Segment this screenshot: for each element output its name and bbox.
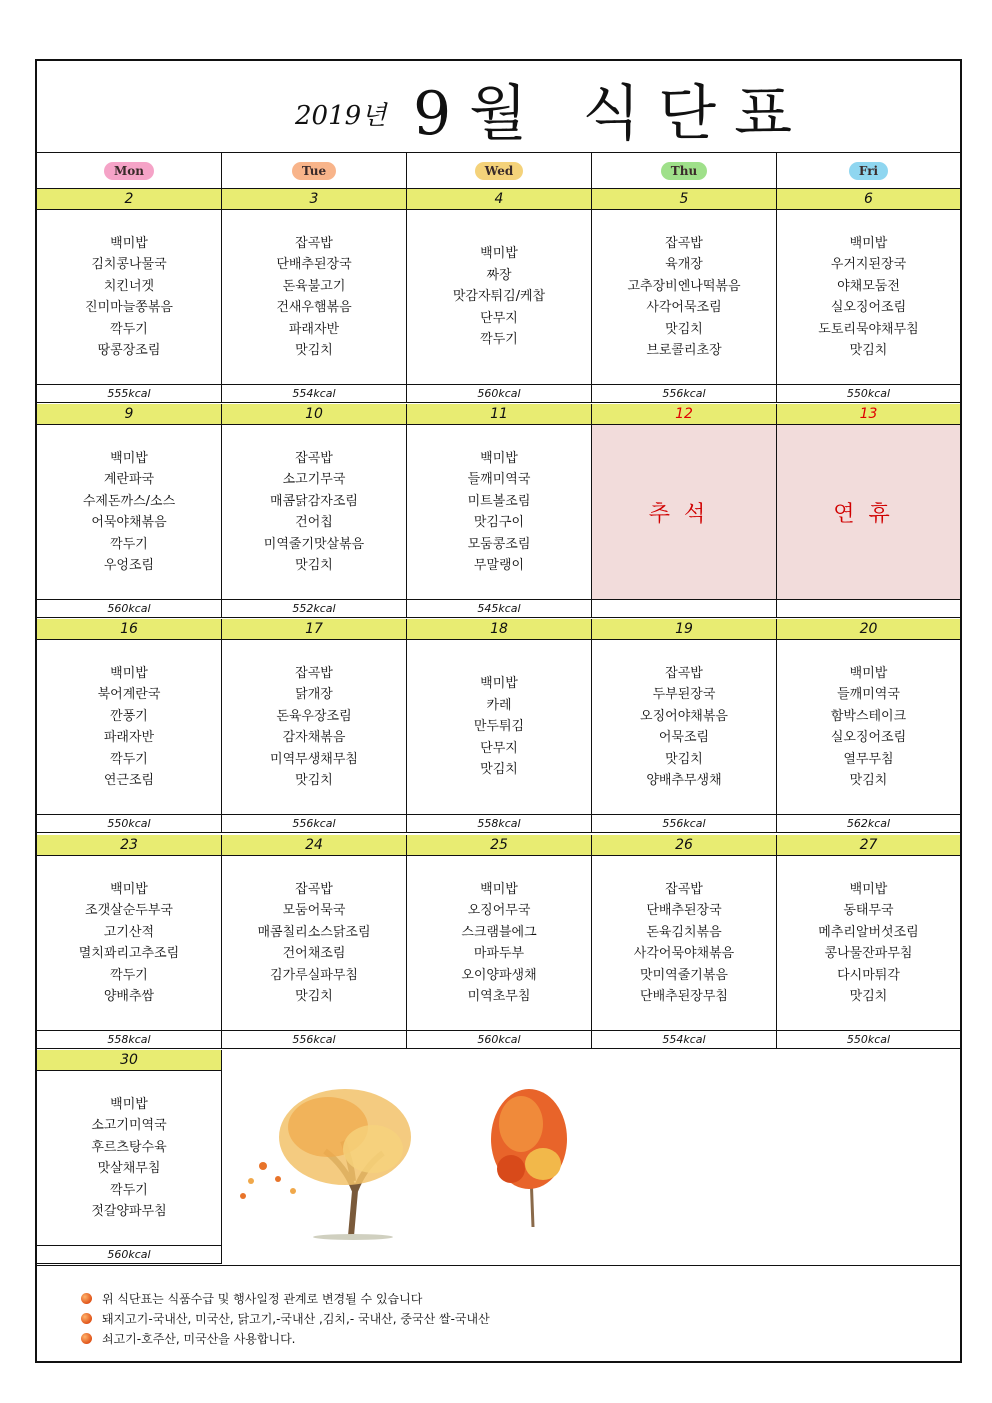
menu-item: 무말랭이 (473, 558, 525, 573)
menu-item: 단배추된장국 (276, 257, 352, 272)
menu-item: 잡곡밥 (665, 881, 703, 897)
kcal-cell: 558kcal (37, 1031, 222, 1049)
date-cell: 5 (592, 189, 777, 210)
menu-item: 동태무국 (843, 903, 894, 918)
menu-item: 콩나물잔파무침 (824, 946, 913, 961)
menu-cell (777, 210, 960, 385)
kcal-cell: 562kcal (777, 815, 960, 833)
menu-item: 모둠어묵국 (282, 903, 346, 918)
weekday-header (777, 153, 960, 189)
menu-item: 땅콩장조림 (97, 343, 161, 358)
menu-item: 미역무생채무침 (270, 751, 358, 767)
weekday-header (592, 153, 777, 189)
menu-item: 매콤칠리소스닭조림 (257, 924, 371, 940)
menu-item: 맛미역줄기볶음 (640, 967, 728, 983)
menu-item: 잡곡밥 (295, 881, 333, 897)
menu-item: 백미밥 (849, 235, 888, 251)
menu-cell (777, 640, 960, 815)
orange-bullet-icon (81, 1313, 92, 1324)
note-item (81, 1330, 295, 1347)
menu-cell (592, 640, 777, 815)
date-cell: 27 (777, 835, 960, 856)
holiday-label: 연휴 (833, 501, 904, 527)
menu-item: 사각어묵야채볶음 (633, 946, 735, 961)
date-cell: 3 (222, 189, 407, 210)
kcal-cell: 552kcal (222, 600, 407, 618)
date-cell: 18 (407, 619, 592, 640)
menu-item: 돈육우장조림 (276, 708, 352, 724)
weekday-header (37, 153, 222, 189)
menu-item: 깍두기 (110, 536, 148, 552)
menu-item: 두부된장국 (652, 687, 716, 702)
menu-item: 단배추된장국 (646, 903, 722, 918)
menu-item: 백미밥 (480, 676, 518, 692)
kcal-cell: 556kcal (222, 1031, 407, 1049)
menu-item: 매콤닭감자조림 (270, 493, 358, 509)
menu-cell (592, 210, 777, 385)
menu-item: 후르츠탕수육 (91, 1139, 167, 1155)
date-cell: 9 (37, 404, 222, 425)
date-cell: 17 (222, 619, 407, 640)
menu-item: 도토리묵야채무침 (818, 321, 919, 337)
holiday-cell (592, 425, 777, 600)
date-cell: 12 (592, 404, 777, 425)
menu-item: 들깨미역국 (467, 472, 531, 487)
kcal-cell: 558kcal (407, 815, 592, 833)
kcal-cell: 554kcal (592, 1031, 777, 1049)
menu-cell (222, 425, 407, 600)
menu-item: 미역초무침 (467, 989, 531, 1004)
menu-item: 맛감자튀김/케찹 (452, 289, 546, 305)
menu-item: 건새우햄볶음 (276, 300, 352, 315)
menu-cell (37, 640, 222, 815)
note-item (81, 1290, 422, 1307)
menu-item: 맛김치 (295, 773, 333, 788)
menu-item: 맛김치 (295, 343, 333, 358)
date-cell: 11 (407, 404, 592, 425)
page-title: 9월 식단표 (413, 79, 811, 149)
menu-item: 모둠콩조림 (467, 536, 531, 552)
menu-item: 고추장비엔나떡볶음 (627, 278, 741, 294)
menu-cell (407, 640, 592, 815)
title-box (37, 61, 960, 153)
menu-item: 열무무침 (843, 751, 894, 767)
menu-item: 건어채조림 (282, 946, 346, 961)
tree-illustration-2 (481, 1079, 571, 1229)
menu-item: 오징어무국 (467, 903, 531, 918)
kcal-cell: 550kcal (37, 815, 222, 833)
menu-item: 북어계란국 (97, 687, 161, 702)
date-cell: 2 (37, 189, 222, 210)
holiday-cell (777, 425, 960, 600)
menu-cell (222, 210, 407, 385)
notes-section (37, 1265, 960, 1361)
menu-item: 백미밥 (110, 235, 148, 251)
menu-item: 수제돈까스/소스 (82, 493, 176, 509)
menu-item: 다시마튀각 (837, 967, 900, 983)
menu-item: 백미밥 (849, 665, 888, 681)
menu-item: 잡곡밥 (295, 665, 333, 681)
tree-illustration-1 (233, 1071, 415, 1241)
menu-item: 멸치꽈리고추조림 (78, 946, 180, 961)
orange-bullet-icon (81, 1333, 92, 1344)
kcal-cell: 560kcal (37, 1246, 222, 1264)
orange-bullet-icon (81, 1293, 92, 1304)
menu-item: 깍두기 (110, 321, 148, 337)
kcal-cell (777, 600, 960, 618)
menu-item: 잡곡밥 (665, 665, 703, 681)
date-cell: 10 (222, 404, 407, 425)
menu-cell (37, 210, 222, 385)
weekday-label: Fri (849, 162, 888, 180)
menu-item: 건어칩 (295, 515, 333, 530)
menu-item: 어묵조림 (658, 730, 710, 745)
menu-item: 사각어묵조림 (646, 300, 722, 315)
menu-item: 백미밥 (480, 246, 518, 262)
kcal-cell: 556kcal (592, 815, 777, 833)
weekday-header (222, 153, 407, 189)
date-cell: 30 (37, 1050, 222, 1071)
menu-item: 실오징어조림 (830, 730, 907, 745)
menu-item: 브로콜리초장 (646, 343, 722, 358)
menu-item: 야채모둠전 (837, 278, 900, 294)
note-text: 쇠고기-호주산, 미국산을 사용합니다. (102, 1332, 296, 1346)
menu-item: 메추리알버섯조림 (818, 924, 919, 940)
menu-cell (407, 210, 592, 385)
menu-item: 백미밥 (110, 881, 148, 897)
menu-item: 돈육불고기 (282, 278, 346, 294)
note-item (81, 1310, 490, 1327)
menu-item: 어묵야채볶음 (91, 515, 167, 530)
weekday-label: Thu (661, 162, 707, 180)
kcal-cell: 545kcal (407, 600, 592, 618)
kcal-cell: 560kcal (407, 1031, 592, 1049)
menu-item: 맛김치 (665, 321, 703, 337)
menu-item: 오이양파생채 (461, 967, 537, 983)
date-cell: 19 (592, 619, 777, 640)
note-text: 위 식단표는 식품수급 및 행사일정 관계로 변경될 수 있습니다 (102, 1292, 423, 1306)
menu-item: 스크램블에그 (461, 924, 537, 940)
menu-cell (592, 856, 777, 1031)
menu-item: 백미밥 (110, 450, 148, 466)
menu-item: 맛김치 (480, 762, 518, 778)
date-cell: 25 (407, 835, 592, 856)
menu-item: 잡곡밥 (295, 450, 333, 466)
menu-cell (407, 856, 592, 1031)
menu-item: 파래자반 (103, 730, 155, 745)
menu-item: 함박스테이크 (830, 708, 907, 724)
menu-item: 맛김치 (295, 558, 333, 573)
menu-item: 만두튀김 (473, 719, 525, 735)
menu-item: 깍두기 (110, 1182, 148, 1198)
menu-item: 계란파국 (103, 472, 155, 487)
menu-cell (222, 640, 407, 815)
menu-item: 소고기미역국 (91, 1118, 167, 1133)
menu-item: 맛김치 (665, 751, 703, 767)
menu-cell (37, 856, 222, 1031)
menu-item: 깐풍기 (110, 708, 148, 724)
menu-item: 젓갈양파무침 (91, 1204, 167, 1219)
holiday-label: 추석 (648, 501, 720, 527)
weekday-header (407, 153, 592, 189)
menu-item: 짜장 (486, 267, 512, 283)
menu-item: 김치콩나물국 (91, 257, 167, 272)
menu-item: 돈육김치볶음 (646, 924, 722, 940)
kcal-cell (592, 600, 777, 618)
date-cell: 16 (37, 619, 222, 640)
date-cell: 20 (777, 619, 960, 640)
menu-item: 단무지 (480, 740, 518, 756)
kcal-cell: 550kcal (777, 1031, 960, 1049)
weekday-label: Mon (104, 162, 154, 180)
kcal-cell: 550kcal (777, 385, 960, 403)
menu-item: 우거지된장국 (830, 257, 907, 272)
menu-cell (37, 1071, 222, 1246)
menu-item: 미역줄기맛살볶음 (263, 536, 365, 552)
weekday-label: Wed (475, 162, 524, 180)
menu-item: 맛살채무침 (97, 1161, 161, 1176)
menu-item: 김가루실파무침 (270, 967, 358, 983)
menu-item: 연근조림 (103, 773, 155, 788)
menu-item: 맛김구이 (473, 515, 525, 530)
menu-item: 맛김치 (849, 343, 888, 358)
kcal-cell: 560kcal (37, 600, 222, 618)
menu-cell (222, 856, 407, 1031)
date-cell: 13 (777, 404, 960, 425)
kcal-cell: 556kcal (222, 815, 407, 833)
menu-item: 카레 (486, 697, 512, 713)
menu-item: 맛김치 (849, 773, 888, 788)
weekday-label: Tue (292, 162, 336, 180)
menu-item: 잡곡밥 (665, 235, 703, 251)
menu-item: 육개장 (665, 257, 703, 272)
menu-item: 깍두기 (110, 967, 148, 983)
menu-item: 맛김치 (295, 989, 333, 1004)
menu-cell (37, 425, 222, 600)
menu-item: 우엉조림 (103, 558, 155, 573)
menu-cell (407, 425, 592, 600)
menu-item: 진미마늘쫑볶음 (85, 300, 173, 315)
note-text: 돼지고기-국내산, 미국산, 닭고기,-국내산 ,김치,- 국내산, 중국산 쌀-국내산 (102, 1312, 490, 1326)
menu-sheet (35, 59, 962, 1363)
menu-item: 파래자반 (288, 321, 340, 337)
menu-item: 백미밥 (480, 881, 518, 897)
menu-item: 잡곡밥 (295, 235, 333, 251)
menu-item: 단배추된장무침 (640, 989, 728, 1004)
menu-item: 백미밥 (480, 450, 518, 466)
menu-item: 조갯살순두부국 (85, 903, 173, 918)
menu-item: 백미밥 (110, 665, 148, 681)
menu-item: 오징어야채볶음 (640, 708, 728, 724)
menu-item: 치킨너겟 (103, 278, 155, 294)
menu-item: 감자채볶음 (282, 730, 346, 745)
menu-item: 소고기무국 (282, 472, 346, 487)
title-year: 2019년 (295, 101, 387, 131)
menu-item: 미트볼조림 (467, 493, 531, 509)
menu-item: 닭개장 (295, 687, 333, 702)
date-cell: 26 (592, 835, 777, 856)
menu-item: 백미밥 (849, 881, 888, 897)
kcal-cell: 555kcal (37, 385, 222, 403)
date-cell: 4 (407, 189, 592, 210)
menu-item: 양배추무생채 (646, 773, 722, 788)
menu-item: 고기산적 (103, 924, 155, 940)
menu-item: 들깨미역국 (837, 687, 900, 702)
menu-item: 마파두부 (473, 946, 525, 961)
kcal-cell: 556kcal (592, 385, 777, 403)
menu-item: 양배추쌈 (103, 989, 155, 1004)
menu-item: 실오징어조림 (830, 300, 907, 315)
menu-cell (777, 856, 960, 1031)
menu-item: 맛김치 (849, 989, 888, 1004)
kcal-cell: 554kcal (222, 385, 407, 403)
date-cell: 24 (222, 835, 407, 856)
menu-item: 단무지 (480, 310, 518, 326)
kcal-cell: 560kcal (407, 385, 592, 403)
date-cell: 23 (37, 835, 222, 856)
date-cell: 6 (777, 189, 960, 210)
menu-item: 깍두기 (480, 332, 518, 348)
menu-item: 백미밥 (110, 1096, 148, 1112)
menu-item: 깍두기 (110, 751, 148, 767)
